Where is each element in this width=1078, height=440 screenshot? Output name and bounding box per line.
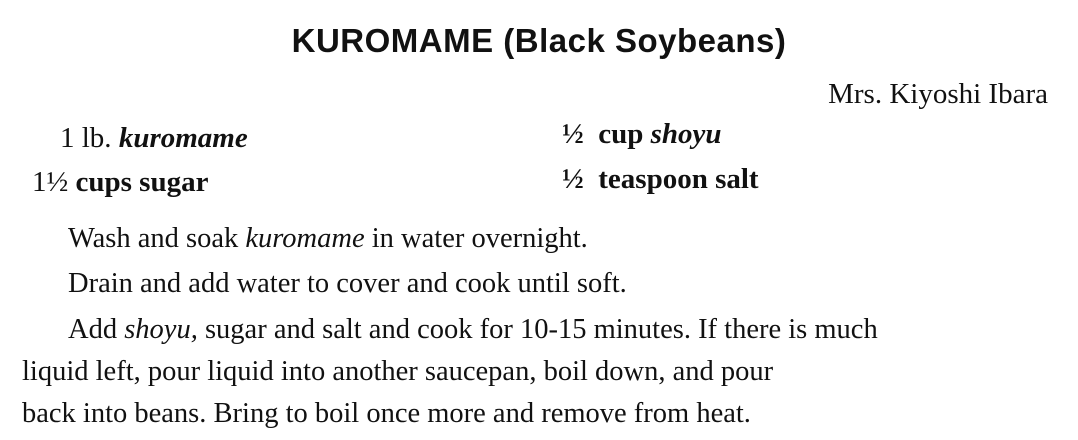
step-text-italic: shoyu, [124, 314, 198, 345]
ingredient-shoyu [562, 118, 722, 151]
step-add-shoyu-line-3: back into beans. Bring to boil once more and remove from heat. [22, 398, 751, 429]
ingredient-item: kuromame [118, 122, 248, 154]
step-add-shoyu-line-2: liquid left, pour liquid into another saucepan, boil down, and pour [22, 356, 774, 387]
step-text: sugar and salt and cook for 10-15 minutes. If there is much [197, 314, 878, 345]
step-wash-soak [68, 223, 588, 255]
step-drain-cook: Drain and add water to cover and cook until soft. [68, 268, 627, 299]
ingredient-qty: ½ [562, 163, 584, 195]
step-text: Add [68, 314, 125, 345]
ingredient-item: cup [598, 118, 644, 150]
recipe-author: Mrs. Kiyoshi Ibara [828, 78, 1048, 110]
step-add-shoyu [68, 314, 878, 346]
ingredient-qty: 1½ [32, 166, 69, 198]
ingredient-qty: 1 lb. [60, 122, 112, 154]
step-text: in water overnight. [364, 223, 588, 254]
ingredient-sugar [32, 166, 208, 199]
ingredient-item: teaspoon salt [598, 163, 759, 195]
ingredient-item: cups sugar [75, 166, 209, 198]
step-text: Wash and soak [68, 223, 246, 254]
ingredient-qty: ½ [562, 118, 584, 150]
ingredient-item-italic: shoyu [650, 118, 722, 150]
step-text-italic: kuromame [245, 223, 365, 254]
ingredient-kuromame [60, 122, 248, 155]
ingredient-salt [562, 163, 759, 196]
recipe-title: KUROMAME (Black Soybeans) [291, 22, 787, 59]
